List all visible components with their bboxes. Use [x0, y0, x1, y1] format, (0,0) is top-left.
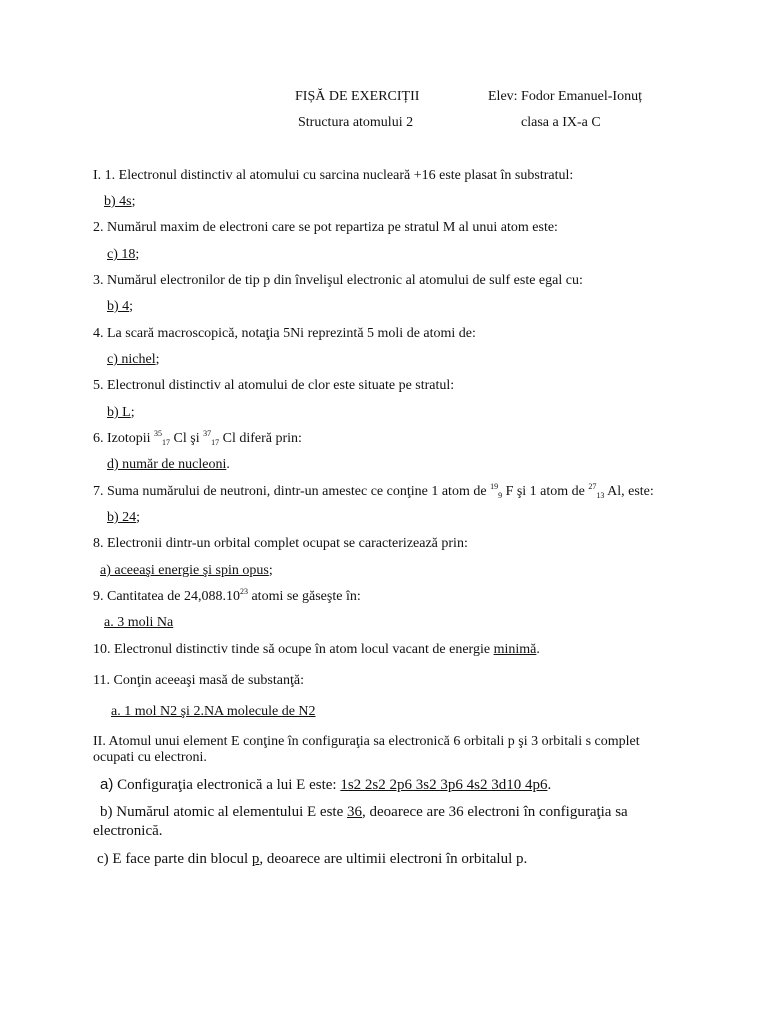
answer-1: b) 4s;: [104, 194, 136, 209]
question-6: 6. Izotopii $^{35}_{17}$ Cl şi $^{37}_{17}$ Cl diferă prin:: [93, 429, 302, 447]
answer-3: b) 4;: [107, 299, 134, 314]
worksheet-title: FIȘĂ DE EXERCIȚII: [295, 89, 420, 104]
question-10: 10. Electronul distinctiv tinde să ocupe în atom locul vacant de energie minimă.: [93, 642, 540, 657]
question-7: 7. Suma numărului de neutroni, dintr-un amestec ce conţine 1 atom de $^{19}_9$ F şi 1 atom de $^{27}_{13}$ Al, este:: [93, 482, 654, 500]
answer-2: c) 18;: [107, 247, 140, 262]
answer-4: c) nichel;: [107, 352, 160, 367]
answer-8: a) aceeaşi energie şi spin opus;: [100, 563, 273, 578]
section-2-intro-line2: ocupati cu electroni.: [93, 750, 207, 765]
section-2-intro-line1: II. Atomul unui element E conţine în configuraţia sa electronică 6 orbitali p şi 3 orbitali s complet: [93, 734, 640, 749]
section-2-part-b: b) Numărul atomic al elementului E este 36, deoarece are 36 electroni în configuraţia sa: [100, 804, 628, 820]
answer-6: d) număr de nucleoni.: [107, 457, 230, 472]
answer-7: b) 24;: [107, 510, 141, 525]
question-4: 4. La scară macroscopică, notaţia 5Ni reprezintă 5 moli de atomi de:: [93, 326, 476, 341]
class-label: clasa a IX-a C: [521, 115, 601, 130]
question-5: 5. Electronul distinctiv al atomului de clor este situate pe stratul:: [93, 378, 455, 393]
question-8: 8. Electronii dintr-un orbital complet ocupat se caracterizează prin:: [93, 536, 468, 551]
section-2-part-c: c) E face parte din blocul p, deoarece are ultimii electroni în orbitalul p.: [97, 851, 528, 867]
answer-11: a. 1 mol N2 şi 2.NA molecule de N2: [111, 704, 316, 719]
question-11: 11. Conţin aceeaşi masă de substanţă:: [93, 673, 304, 688]
answer-9: a. 3 moli Na: [104, 615, 174, 630]
question-1: I. 1. Electronul distinctiv al atomului cu sarcina nucleară +16 este plasat în substratul:: [93, 168, 574, 183]
question-9: 9. Cantitatea de 24,088.10$^{23}$ atomi se găseşte în:: [93, 587, 361, 604]
section-2-part-b-line2: electronică.: [93, 823, 163, 839]
student-name: Elev: Fodor Emanuel-Ionuț: [488, 89, 642, 104]
question-3: 3. Numărul electronilor de tip p din învelişul electronic al atomului de sulf este egal cu:: [93, 273, 583, 288]
section-2-part-a: a) Configuraţia electronică a lui E este: 1s2 2s2 2p6 3s2 3p6 4s2 3d10 4p6.: [100, 776, 552, 793]
question-2: 2. Numărul maxim de electroni care se pot repartiza pe stratul M al unui atom este:: [93, 220, 558, 235]
answer-5: b) L;: [107, 405, 135, 420]
worksheet-subtitle: Structura atomului 2: [298, 115, 414, 130]
